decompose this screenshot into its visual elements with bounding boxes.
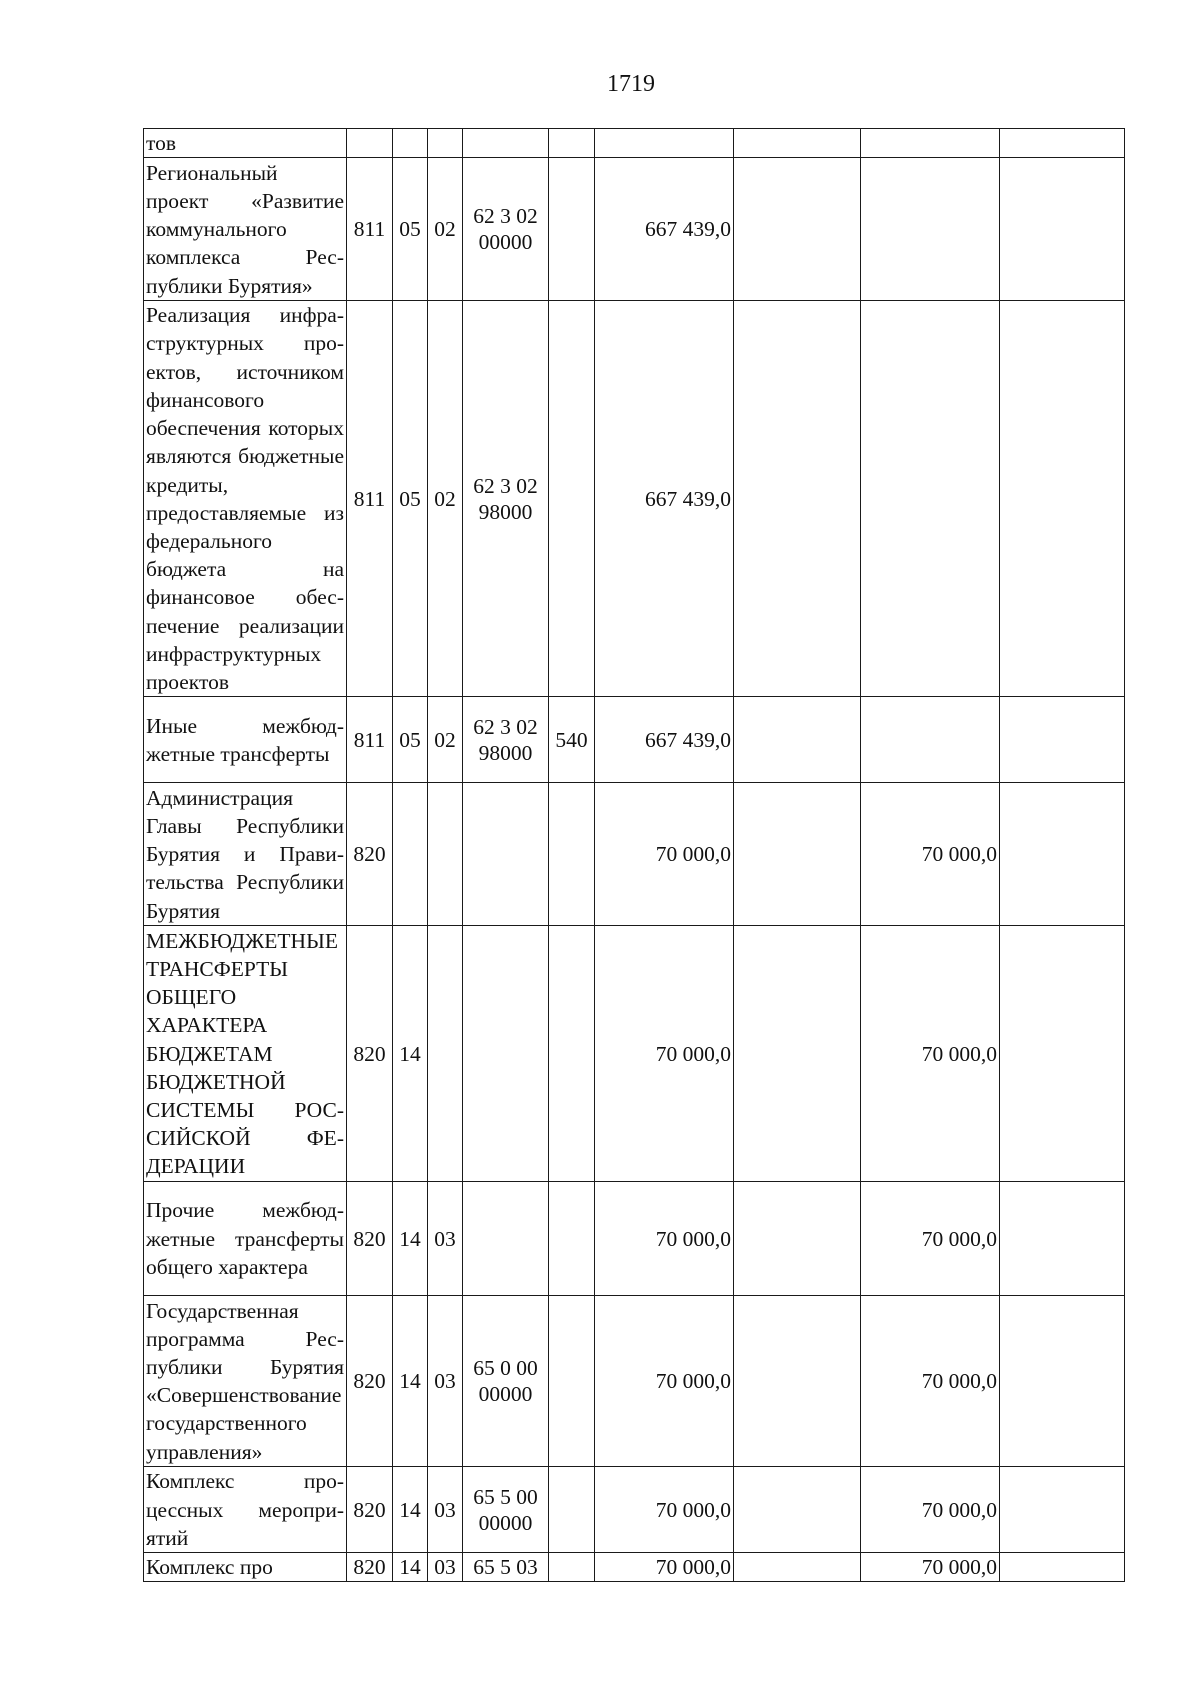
expense-type-code-cell: [549, 158, 595, 301]
subsection-code-cell: 02: [428, 301, 463, 697]
subsection-code-cell: 02: [428, 158, 463, 301]
row-name-cell: Комплекс процессных мероприятий: [144, 1467, 347, 1553]
table-row: [144, 301, 1125, 697]
section-code-cell: 05: [393, 301, 428, 697]
grbs-code-cell: 811: [347, 158, 393, 301]
expense-type-code-cell: [549, 783, 595, 926]
amount-cell-2: [734, 129, 861, 158]
table-row: [144, 1553, 1125, 1582]
target-item-code-cell: [463, 1182, 549, 1296]
amount-cell-1: 70 000,0: [595, 1553, 734, 1582]
amount-cell-1: 70 000,0: [595, 783, 734, 926]
amount-cell-4: [1000, 1553, 1125, 1582]
amount-cell-2: [734, 158, 861, 301]
target-item-code-cell: 65 0 00 00000: [463, 1296, 549, 1467]
subsection-code-cell: [428, 129, 463, 158]
amount-cell-3: 70 000,0: [861, 1467, 1000, 1553]
grbs-code-cell: 820: [347, 1182, 393, 1296]
table-row: [144, 926, 1125, 1182]
expense-type-code-cell: [549, 301, 595, 697]
amount-cell-4: [1000, 129, 1125, 158]
table-row: [144, 1182, 1125, 1296]
expense-type-code-cell: [549, 1182, 595, 1296]
section-code-cell: 14: [393, 1182, 428, 1296]
expense-type-code-cell: [549, 1467, 595, 1553]
row-name-cell: МЕЖБЮДЖЕТНЫЕ ТРАНСФЕРТЫ ОБЩЕГО ХАРАКТЕРА БЮДЖЕТАМ БЮДЖЕТНОЙ СИСТЕМЫ РОССИЙСКОЙ ФЕДЕРАЦИИ: [144, 926, 347, 1182]
section-code-cell: 14: [393, 1553, 428, 1582]
amount-cell-4: [1000, 1467, 1125, 1553]
grbs-code-cell: 820: [347, 1467, 393, 1553]
amount-cell-2: [734, 783, 861, 926]
amount-cell-4: [1000, 1182, 1125, 1296]
row-name-cell: Региональный проект «Развитие коммунального комплекса Республики Бурятия»: [144, 158, 347, 301]
table-row: [144, 697, 1125, 783]
section-code-cell: [393, 783, 428, 926]
target-item-code-cell: [463, 783, 549, 926]
amount-cell-1: 70 000,0: [595, 1182, 734, 1296]
amount-cell-4: [1000, 783, 1125, 926]
expense-type-code-cell: 540: [549, 697, 595, 783]
amount-cell-1: 70 000,0: [595, 1296, 734, 1467]
amount-cell-2: [734, 697, 861, 783]
amount-cell-2: [734, 1467, 861, 1553]
section-code-cell: 05: [393, 158, 428, 301]
expense-type-code-cell: [549, 1553, 595, 1582]
section-code-cell: 14: [393, 1467, 428, 1553]
budget-table: [143, 128, 1125, 1582]
table-row: [144, 1296, 1125, 1467]
target-item-code-cell: [463, 129, 549, 158]
amount-cell-4: [1000, 158, 1125, 301]
amount-cell-2: [734, 926, 861, 1182]
grbs-code-cell: 820: [347, 926, 393, 1182]
row-name-cell: Администрация Главы Республики Бурятия и Правительства Республики Бурятия: [144, 783, 347, 926]
row-name-cell: Иные межбюджетные трансферты: [144, 697, 347, 783]
amount-cell-1: 667 439,0: [595, 158, 734, 301]
amount-cell-3: [861, 301, 1000, 697]
section-code-cell: 14: [393, 1296, 428, 1467]
section-code-cell: [393, 129, 428, 158]
grbs-code-cell: 820: [347, 783, 393, 926]
amount-cell-2: [734, 301, 861, 697]
amount-cell-3: 70 000,0: [861, 1182, 1000, 1296]
target-item-code-cell: 65 5 03: [463, 1553, 549, 1582]
amount-cell-3: 70 000,0: [861, 926, 1000, 1182]
page-number: 1719: [607, 71, 655, 97]
row-name-cell: Реализация инфраструктурных проектов, источником финансового обеспечения которых являются бюджетные кредиты, предоставляемые из федерального бюджета на финансовое обеспечение реализации инфраструктурных проектов: [144, 301, 347, 697]
amount-cell-2: [734, 1296, 861, 1467]
expense-type-code-cell: [549, 1296, 595, 1467]
amount-cell-3: 70 000,0: [861, 1553, 1000, 1582]
amount-cell-4: [1000, 301, 1125, 697]
amount-cell-3: 70 000,0: [861, 783, 1000, 926]
subsection-code-cell: [428, 926, 463, 1182]
grbs-code-cell: 820: [347, 1553, 393, 1582]
target-item-code-cell: 65 5 00 00000: [463, 1467, 549, 1553]
budget-table-body: [144, 129, 1125, 1582]
amount-cell-1: 70 000,0: [595, 1467, 734, 1553]
target-item-code-cell: [463, 926, 549, 1182]
grbs-code-cell: 811: [347, 301, 393, 697]
row-name-cell: Прочие межбюджетные трансферты общего характера: [144, 1182, 347, 1296]
amount-cell-1: 667 439,0: [595, 301, 734, 697]
row-name-cell: тов: [144, 129, 347, 158]
section-code-cell: 14: [393, 926, 428, 1182]
amount-cell-1: 70 000,0: [595, 926, 734, 1182]
grbs-code-cell: 811: [347, 697, 393, 783]
row-name-cell: Государственная программа Республики Бурятия «Совершенствование государственного управления»: [144, 1296, 347, 1467]
target-item-code-cell: 62 3 02 98000: [463, 697, 549, 783]
target-item-code-cell: 62 3 02 00000: [463, 158, 549, 301]
subsection-code-cell: 03: [428, 1553, 463, 1582]
amount-cell-2: [734, 1182, 861, 1296]
grbs-code-cell: 820: [347, 1296, 393, 1467]
amount-cell-1: 667 439,0: [595, 697, 734, 783]
target-item-code-cell: 62 3 02 98000: [463, 301, 549, 697]
subsection-code-cell: 02: [428, 697, 463, 783]
subsection-code-cell: 03: [428, 1182, 463, 1296]
amount-cell-4: [1000, 926, 1125, 1182]
amount-cell-2: [734, 1553, 861, 1582]
subsection-code-cell: 03: [428, 1467, 463, 1553]
row-name-cell: Комплекс про: [144, 1553, 347, 1582]
section-code-cell: 05: [393, 697, 428, 783]
amount-cell-3: 70 000,0: [861, 1296, 1000, 1467]
subsection-code-cell: [428, 783, 463, 926]
table-row: [144, 1467, 1125, 1553]
amount-cell-3: [861, 697, 1000, 783]
amount-cell-4: [1000, 697, 1125, 783]
table-row: [144, 783, 1125, 926]
table-row: [144, 129, 1125, 158]
expense-type-code-cell: [549, 129, 595, 158]
subsection-code-cell: 03: [428, 1296, 463, 1467]
amount-cell-1: [595, 129, 734, 158]
table-row: [144, 158, 1125, 301]
amount-cell-4: [1000, 1296, 1125, 1467]
amount-cell-3: [861, 158, 1000, 301]
expense-type-code-cell: [549, 926, 595, 1182]
grbs-code-cell: [347, 129, 393, 158]
amount-cell-3: [861, 129, 1000, 158]
